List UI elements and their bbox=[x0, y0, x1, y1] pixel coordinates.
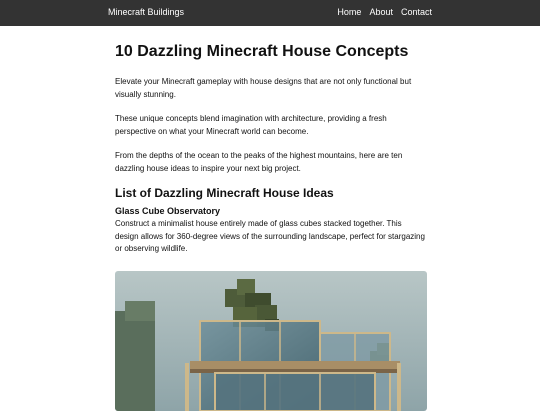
nav-link-contact[interactable]: Contact bbox=[400, 7, 432, 17]
nav-link-about[interactable]: About bbox=[369, 7, 393, 17]
glass-cube-illustration bbox=[115, 271, 427, 411]
intro-paragraph-2: These unique concepts blend imagination with architecture, providing a fresh perspective on what your Minecraft world can become. bbox=[115, 114, 387, 136]
item-title-glass-cube-observatory: Glass Cube Observatory bbox=[115, 206, 221, 216]
nav-link-home[interactable]: Home bbox=[337, 7, 362, 17]
glass-cube-observatory-image bbox=[115, 271, 427, 411]
article-content bbox=[115, 26, 427, 411]
intro-paragraph-1: Elevate your Minecraft gameplay with house designs that are not only functional but visually stunning. bbox=[115, 77, 412, 99]
top-navbar bbox=[0, 0, 540, 26]
item-description-glass-cube-observatory: Construct a minimalist house entirely made of glass cubes stacked together. This design allows for 360-degree views of the surrounding landscape, perfect for stargazing or observing wildlife. bbox=[115, 219, 425, 253]
section-title: List of Dazzling Minecraft House Ideas bbox=[115, 186, 334, 200]
page-title: 10 Dazzling Minecraft House Concepts bbox=[115, 43, 409, 60]
nav-links bbox=[337, 7, 432, 17]
intro-paragraph-3: From the depths of the ocean to the peaks of the highest mountains, here are ten dazzling house ideas to inspire your next big project. bbox=[115, 151, 403, 173]
site-brand-link[interactable]: Minecraft Buildings bbox=[108, 7, 185, 17]
